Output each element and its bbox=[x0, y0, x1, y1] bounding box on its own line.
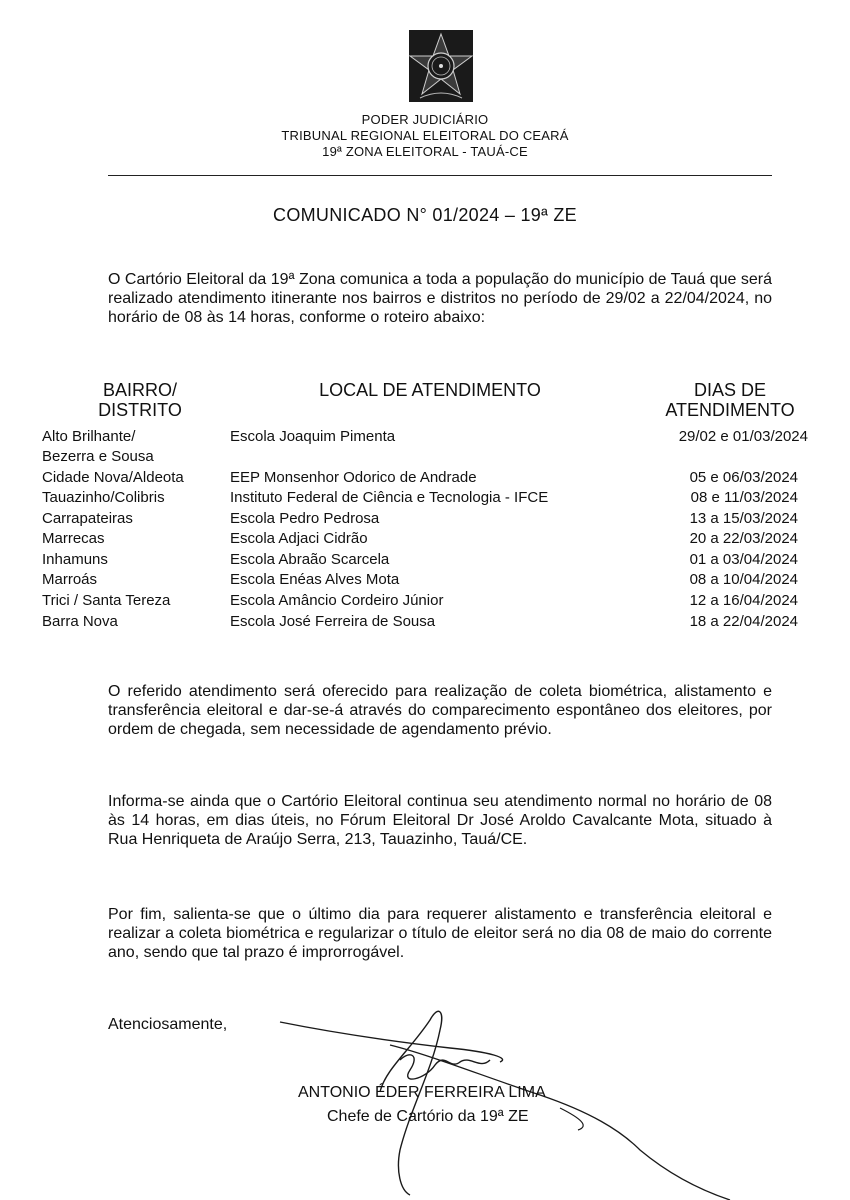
cell-bairro: Marrecas bbox=[42, 530, 105, 547]
cell-bairro: Tauazinho/Colibris bbox=[42, 489, 165, 506]
header-divider bbox=[108, 175, 772, 176]
cell-bairro: Trici / Santa Tereza bbox=[42, 592, 171, 609]
cell-local: EEP Monsenhor Odorico de Andrade bbox=[230, 469, 477, 486]
cell-dias: 08 e 11/03/2024 bbox=[690, 489, 798, 506]
cell-dias: 08 a 10/04/2024 bbox=[689, 571, 798, 588]
cell-local: Escola Amâncio Cordeiro Júnior bbox=[230, 592, 444, 609]
cell-bairro: Inhamuns bbox=[42, 551, 108, 568]
cell-local: Escola Adjaci Cidrão bbox=[230, 530, 368, 547]
table-header-bairro: BAIRRO/ DISTRITO bbox=[98, 380, 182, 420]
cell-local: Escola Joaquim Pimenta bbox=[230, 428, 396, 445]
cell-dias: 05 e 06/03/2024 bbox=[689, 469, 798, 486]
closing-salutation: Atenciosamente, bbox=[108, 1016, 228, 1033]
signer-name: ANTONIO ÉDER FERREIRA LIMA bbox=[298, 1084, 546, 1101]
header-line-zone: 19ª ZONA ELEITORAL - TAUÁ-CE bbox=[322, 144, 528, 159]
cell-local: Escola Enéas Alves Mota bbox=[230, 571, 400, 588]
header-line-judiciary: PODER JUDICIÁRIO bbox=[361, 112, 489, 127]
paragraph-deadline: Por fim, salienta-se que o último dia para requerer alistamento e transferência eleitoral e realizar a coleta biométrica e regularizar o título de eleitor será no dia 08 de maio do corrente ano, sendo que tal prazo é improrrogável. bbox=[108, 906, 772, 961]
cell-local: Escola José Ferreira de Sousa bbox=[230, 613, 436, 630]
cell-dias: 01 a 03/04/2024 bbox=[689, 551, 798, 568]
intro-paragraph: O Cartório Eleitoral da 19ª Zona comunica a toda a população do município de Tauá que será realizado atendimento itinerante nos bairros e distritos no período de 29/02 a 22/04/2024, no horário de 08 às 14 horas, conforme o roteiro abaixo: bbox=[108, 271, 772, 326]
cell-local: Instituto Federal de Ciência e Tecnologia - IFCE bbox=[230, 489, 549, 506]
cell-bairro: Barra Nova bbox=[42, 613, 118, 630]
signer-role: Chefe de Cartório da 19ª ZE bbox=[327, 1108, 529, 1125]
cell-bairro: Cidade Nova/Aldeota bbox=[42, 469, 184, 486]
table-header-local: LOCAL DE ATENDIMENTO bbox=[319, 380, 541, 400]
cell-dias: 29/02 e 01/03/2024 bbox=[678, 428, 808, 445]
cell-local: Escola Abraão Scarcela bbox=[230, 551, 390, 568]
cell-local: Escola Pedro Pedrosa bbox=[230, 510, 380, 527]
paragraph-normal-hours: Informa-se ainda que o Cartório Eleitoral continua seu atendimento normal no horário de 08 às 14 horas, em dias úteis, no Fórum Eleitoral Dr José Aroldo Cavalcante Mota, situado à Rua Henriqueta de Araújo Serra, 213, Tauazinho, Tauá/CE. bbox=[108, 793, 772, 848]
cell-bairro: Marroás bbox=[42, 571, 98, 588]
header-line-tribunal: TRIBUNAL REGIONAL ELEITORAL DO CEARÁ bbox=[281, 128, 569, 143]
cell-dias: 13 a 15/03/2024 bbox=[689, 510, 798, 527]
cell-dias: 20 a 22/03/2024 bbox=[689, 530, 798, 547]
cell-dias: 18 a 22/04/2024 bbox=[689, 613, 798, 630]
document-title: COMUNICADO N° 01/2024 – 19ª ZE bbox=[273, 205, 577, 225]
cell-dias: 12 a 16/04/2024 bbox=[689, 592, 798, 609]
cell-bairro: Alto Brilhante/ Bezerra e Sousa bbox=[42, 428, 154, 465]
coat-of-arms-emblem bbox=[406, 28, 476, 104]
table-header-dias: DIAS DE ATENDIMENTO bbox=[665, 380, 795, 420]
cell-bairro: Carrapateiras bbox=[42, 510, 133, 527]
paragraph-service-description: O referido atendimento será oferecido para realização de coleta biométrica, alistamento e transferência eleitoral e dar-se-á através do comparecimento espontâneo dos eleitores, por ordem de chegada, sem necessidade de agendamento prévio. bbox=[108, 683, 772, 738]
